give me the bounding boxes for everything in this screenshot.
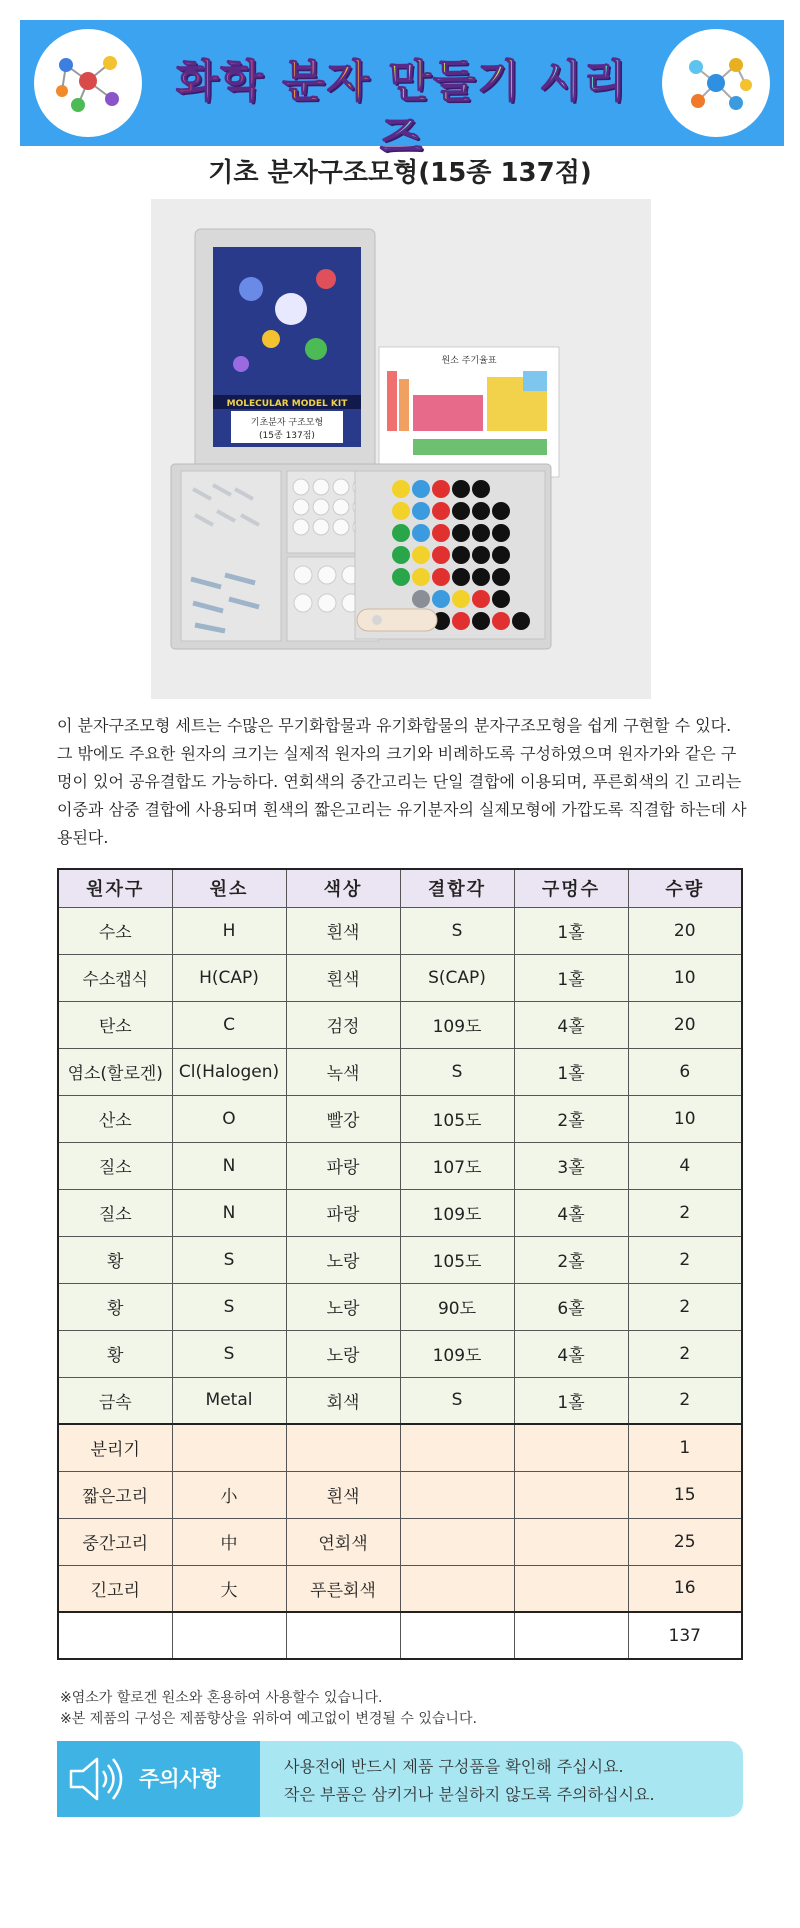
table-cell: 황 — [58, 1330, 172, 1377]
table-cell: H — [172, 907, 286, 954]
table-cell: 107도 — [400, 1142, 514, 1189]
table-total-row — [58, 1612, 742, 1659]
table-cell — [514, 1518, 628, 1565]
banner-word: 화학 — [175, 56, 265, 107]
card-title: 원소 주기율표 — [441, 356, 497, 366]
table-cell: 3홀 — [514, 1142, 628, 1189]
molecule-icon — [676, 43, 756, 123]
table-cell: 긴고리 — [58, 1565, 172, 1612]
product-description: 이 분자구조모형 세트는 수많은 무기화합물과 유기화합물의 분자구조모형을 쉽게 구현할 수 있다. 그 밖에도 주요한 원자의 크기는 실제적 원자의 크기와 비례하도록 구성하였으며 원자가와 같은 구멍이 있어 공유결합도 가능하다. 연회색의 중간고리는 단일 결합에 이용되며, 푸른회색의 긴 고리는 이중과 삼중 결합에 사용되며 흰색의 짧은고리는 유기분자의 실제모형에 가깝도록 직결합 하는데 사용된다. — [57, 716, 747, 847]
box-label-kit: MOLECULAR MODEL KIT — [226, 399, 348, 409]
table-cell — [286, 1424, 400, 1471]
table-cell: 연회색 — [286, 1518, 400, 1565]
table-cell: 노랑 — [286, 1283, 400, 1330]
caution-line: 사용전에 반드시 제품 구성품을 확인해 주십시요. — [284, 1757, 624, 1776]
table-cell — [400, 1471, 514, 1518]
banner-word: 시리즈 — [379, 56, 629, 163]
table-row — [58, 1189, 742, 1236]
table-cell: Cl(Halogen) — [172, 1048, 286, 1095]
box-label-count: (15종 137점) — [259, 431, 315, 441]
table-cell — [286, 1612, 400, 1659]
table-cell: 137 — [628, 1612, 742, 1659]
table-cell: S — [400, 1377, 514, 1424]
table-cell: 파랑 — [286, 1142, 400, 1189]
table-cell: S — [172, 1283, 286, 1330]
table-cell: 금속 — [58, 1377, 172, 1424]
table-cell: 10 — [628, 954, 742, 1001]
table-cell: 中 — [172, 1518, 286, 1565]
column-header: 원소 — [172, 869, 286, 907]
table-cell: 109도 — [400, 1001, 514, 1048]
table-cell — [400, 1424, 514, 1471]
table-cell: 검정 — [286, 1001, 400, 1048]
table-cell — [514, 1612, 628, 1659]
table-cell: 10 — [628, 1095, 742, 1142]
product-illustration — [151, 199, 651, 699]
table-cell: 분리기 — [58, 1424, 172, 1471]
table-cell: 질소 — [58, 1142, 172, 1189]
table-row — [58, 907, 742, 954]
table-cell: N — [172, 1189, 286, 1236]
table-cell — [514, 1471, 628, 1518]
caution-box — [57, 1741, 743, 1817]
table-row — [58, 1142, 742, 1189]
column-header: 구멍수 — [514, 869, 628, 907]
table-cell: 푸른회색 — [286, 1565, 400, 1612]
table-cell: 빨강 — [286, 1095, 400, 1142]
table-cell: 2 — [628, 1283, 742, 1330]
table-cell: 15 — [628, 1471, 742, 1518]
table-cell: 녹색 — [286, 1048, 400, 1095]
table-cell: 흰색 — [286, 954, 400, 1001]
speaker-icon — [65, 1749, 127, 1809]
table-cell: 2 — [628, 1236, 742, 1283]
table-row — [58, 1283, 742, 1330]
table-cell — [400, 1518, 514, 1565]
table-cell: S — [172, 1236, 286, 1283]
table-cell: 1홀 — [514, 1377, 628, 1424]
table-cell: 109도 — [400, 1330, 514, 1377]
caution-line: 작은 부품은 삼키거나 분실하지 않도록 주의하십시요. — [284, 1785, 655, 1804]
table-cell: 1홀 — [514, 954, 628, 1001]
table-cell — [514, 1565, 628, 1612]
table-cell: 4홀 — [514, 1001, 628, 1048]
table-cell: 회색 — [286, 1377, 400, 1424]
table-cell: C — [172, 1001, 286, 1048]
molecule-logo-left — [34, 29, 142, 137]
table-cell: O — [172, 1095, 286, 1142]
table-cell: 중간고리 — [58, 1518, 172, 1565]
table-cell: 16 — [628, 1565, 742, 1612]
note-line: ※염소가 할로겐 원소와 혼용하여 사용할수 있습니다. — [60, 1690, 383, 1706]
table-cell: 105도 — [400, 1095, 514, 1142]
spec-table — [57, 868, 743, 1660]
table-cell: 2 — [628, 1189, 742, 1236]
table-cell: 흰색 — [286, 1471, 400, 1518]
table-cell: 20 — [628, 907, 742, 954]
table-row — [58, 1518, 742, 1565]
table-cell: S — [172, 1330, 286, 1377]
table-cell: 4 — [628, 1142, 742, 1189]
banner-title — [160, 54, 644, 166]
table-cell: 1홀 — [514, 907, 628, 954]
table-row — [58, 1565, 742, 1612]
table-cell: 25 — [628, 1518, 742, 1565]
table-row — [58, 1377, 742, 1424]
table-cell: 4홀 — [514, 1330, 628, 1377]
table-cell: 탄소 — [58, 1001, 172, 1048]
table-row — [58, 1236, 742, 1283]
table-cell: Metal — [172, 1377, 286, 1424]
table-cell: 흰색 — [286, 907, 400, 954]
table-cell: 6홀 — [514, 1283, 628, 1330]
molecule-logo-right — [662, 29, 770, 137]
table-row — [58, 1001, 742, 1048]
column-header: 결합각 — [400, 869, 514, 907]
table-cell: 6 — [628, 1048, 742, 1095]
caution-label-panel — [57, 1741, 260, 1817]
page-title: 기초 분자구조모형(15종 137점) — [208, 158, 592, 188]
table-row — [58, 954, 742, 1001]
table-cell: 파랑 — [286, 1189, 400, 1236]
table-cell: 105도 — [400, 1236, 514, 1283]
table-cell: 수소 — [58, 907, 172, 954]
table-cell: S — [400, 907, 514, 954]
table-cell — [514, 1424, 628, 1471]
table-row — [58, 1330, 742, 1377]
table-cell: S — [400, 1048, 514, 1095]
banner-word: 분자 — [282, 56, 372, 107]
column-header: 원자구 — [58, 869, 172, 907]
table-row — [58, 1095, 742, 1142]
table-cell: 노랑 — [286, 1330, 400, 1377]
table-cell: 1홀 — [514, 1048, 628, 1095]
table-cell: 2 — [628, 1330, 742, 1377]
table-cell: 질소 — [58, 1189, 172, 1236]
table-cell: 수소캡식 — [58, 954, 172, 1001]
column-header: 색상 — [286, 869, 400, 907]
table-cell: S(CAP) — [400, 954, 514, 1001]
table-cell: N — [172, 1142, 286, 1189]
box-label-name: 기초분자 구조모형 — [250, 418, 324, 428]
column-header: 수량 — [628, 869, 742, 907]
table-cell: 산소 — [58, 1095, 172, 1142]
table-cell — [58, 1612, 172, 1659]
banner — [20, 20, 784, 163]
table-cell: 小 — [172, 1471, 286, 1518]
table-cell: 109도 — [400, 1189, 514, 1236]
caution-text-panel — [260, 1741, 743, 1817]
table-cell — [172, 1612, 286, 1659]
table-cell: 大 — [172, 1565, 286, 1612]
caution-label: 주의사항 — [139, 1767, 221, 1791]
table-cell — [400, 1612, 514, 1659]
table-row — [58, 1048, 742, 1095]
note-line: ※본 제품의 구성은 제품향상을 위하여 예고없이 변경될 수 있습니다. — [60, 1711, 477, 1727]
table-cell: 2홀 — [514, 1095, 628, 1142]
table-cell: 2 — [628, 1377, 742, 1424]
table-row — [58, 1424, 742, 1471]
table-cell: 20 — [628, 1001, 742, 1048]
table-cell: 1 — [628, 1424, 742, 1471]
table-cell — [400, 1565, 514, 1612]
table-cell — [172, 1424, 286, 1471]
banner-word: 만들기 — [388, 56, 522, 107]
notes — [60, 1688, 477, 1730]
table-cell: 2홀 — [514, 1236, 628, 1283]
table-cell: 4홀 — [514, 1189, 628, 1236]
table-cell: 90도 — [400, 1283, 514, 1330]
product-photo — [151, 199, 651, 699]
molecule-icon — [48, 43, 128, 123]
table-cell: 짧은고리 — [58, 1471, 172, 1518]
table-row — [58, 1471, 742, 1518]
table-cell: 노랑 — [286, 1236, 400, 1283]
table-cell: 황 — [58, 1236, 172, 1283]
table-header-row — [58, 869, 742, 907]
table-cell: H(CAP) — [172, 954, 286, 1001]
table-cell: 염소(할로겐) — [58, 1048, 172, 1095]
table-cell: 황 — [58, 1283, 172, 1330]
